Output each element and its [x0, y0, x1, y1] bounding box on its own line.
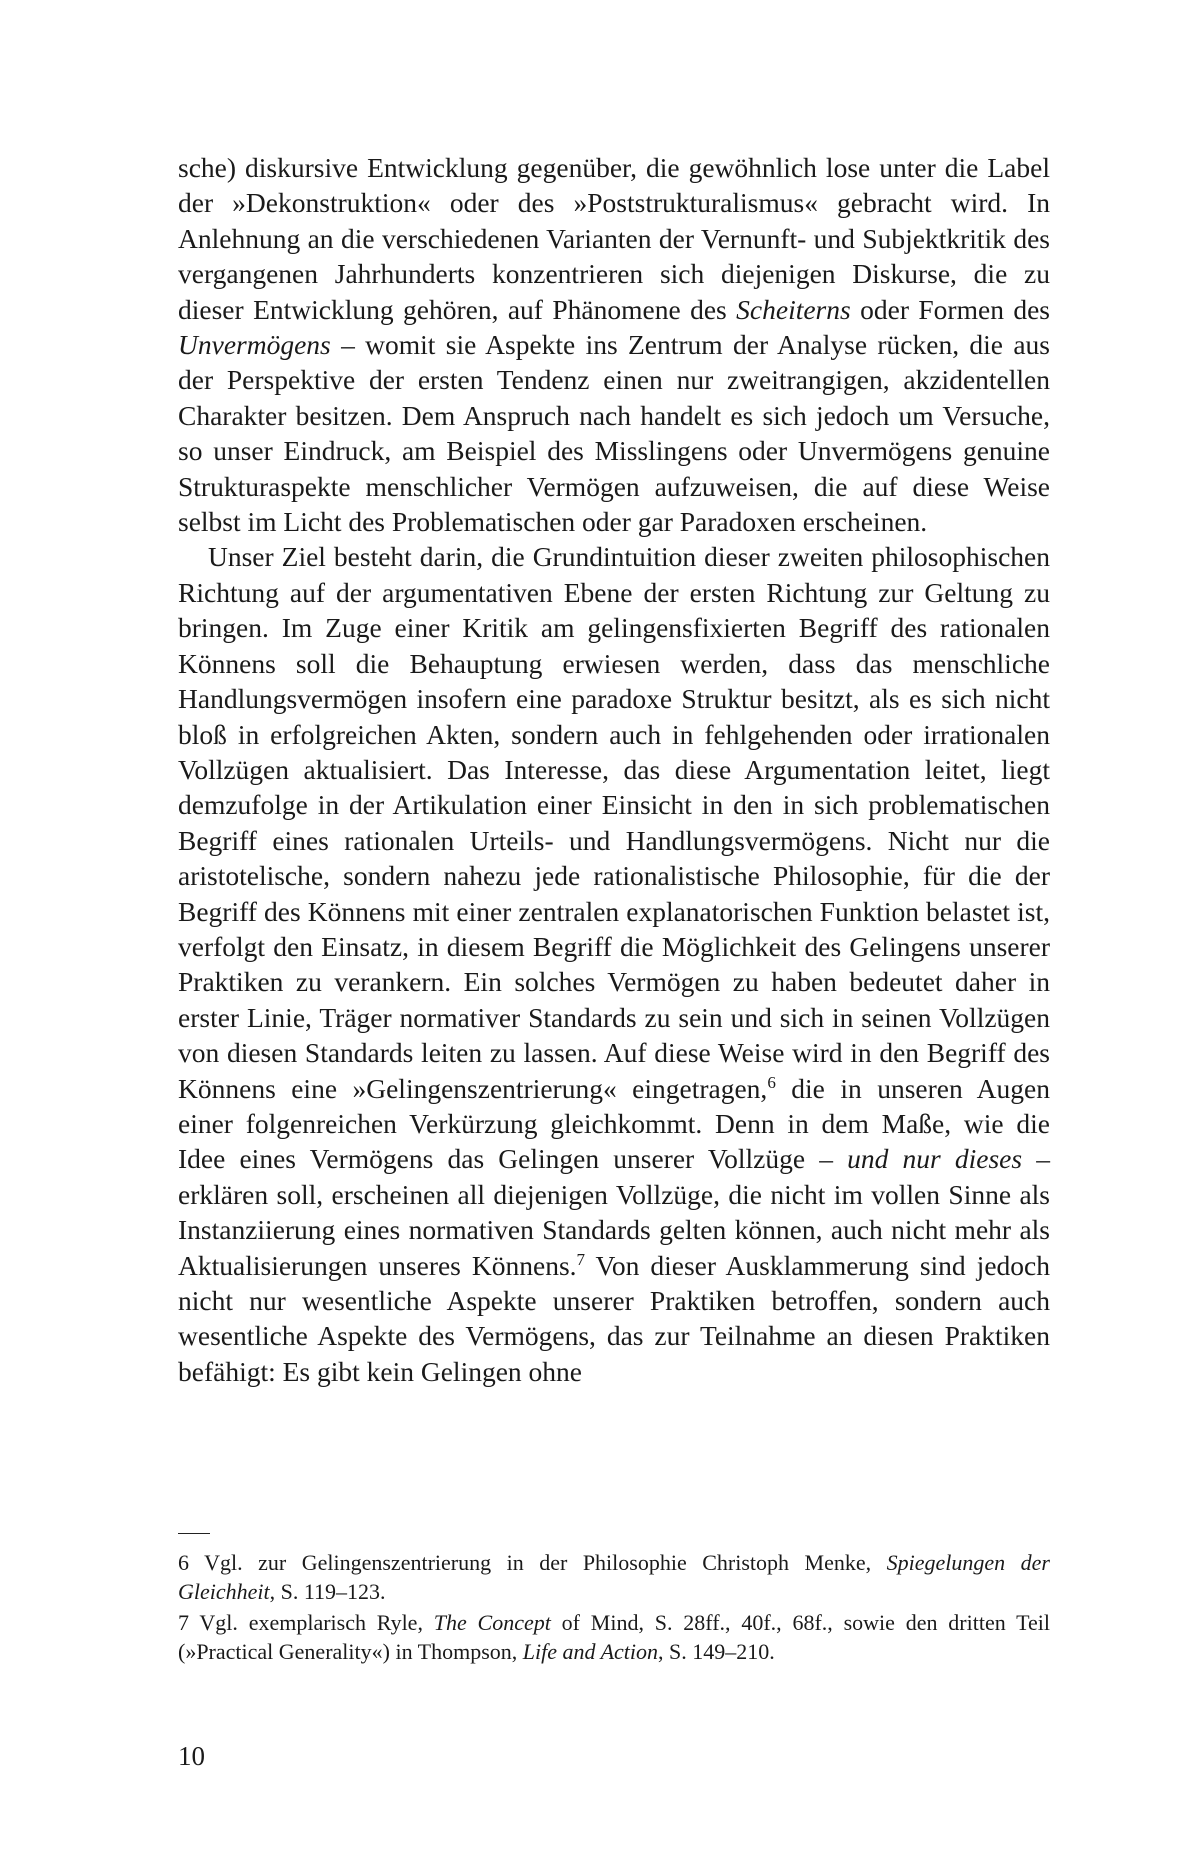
main-text	[178, 150, 1050, 1389]
italic-text: Scheiterns	[736, 293, 851, 325]
italic-text: Life and Action	[522, 1639, 659, 1664]
paragraph-2	[178, 539, 1050, 1389]
text-run: sche) diskursive Entwicklung gegenüber, die gewöhnlich lose unter die Label der »Dekonstruktion« oder des »Poststrukturalismus« gebracht wird. In Anlehnung an die verschiedenen Varianten der Vernunft- und Subjektkritik des vergangenen Jahrhunderts konzentrieren sich diejenigen Diskurse, die zu dieser Entwicklung gehören, auf Phänomene des	[178, 152, 1050, 325]
text-run: – erklären soll, erscheinen all diejenigen Vollzüge, die nicht im vollen Sinne als Instanziierung eines normativen Standards gelten können, auch nicht mehr als Aktualisierungen unseres Könnens.	[178, 1143, 1051, 1281]
text-run: die in unseren Augen einer folgenreichen Verkürzung gleichkommt. Denn in dem Maße, wie die Idee eines Vermögens das Gelingen unserer Vollzüge –	[178, 1072, 1050, 1175]
text-run: 6 Vgl. zur Gelingenszentrierung in der Philosophie Christoph Menke,	[178, 1550, 887, 1575]
footnote-marker: 6	[767, 1072, 776, 1092]
footnote-7	[178, 1608, 1050, 1666]
italic-text: The Concept	[433, 1610, 551, 1635]
text-run: 7 Vgl. exemplarisch Ryle,	[178, 1610, 434, 1635]
text-run: Unser Ziel besteht darin, die Grundintuition dieser zweiten philosophischen Richtung auf der argumentativen Ebene der ersten Richtung zur Geltung zu bringen. Im Zuge einer Kritik am gelingensfixierten Begriff des rationalen Könnens soll die Behauptung erwiesen werden, dass das menschliche Handlungsvermögen insofern eine paradoxe Struktur besitzt, als es sich nicht bloß in erfolgreichen Akten, sondern auch in fehlgehenden oder irrationalen Vollzügen aktualisiert. Das Interesse, das diese Argumentation leitet, liegt demzufolge in der Artikulation einer Einsicht in den in sich problematischen Begriff eines rationalen Urteils- und Handlungsvermögens. Nicht nur die aristotelische, sondern nahezu jede rationalistische Philosophie, für die der Begriff des Könnens mit einer zentralen explanatorischen Funktion belastet ist, verfolgt den Einsatz, in diesem Begriff die Möglichkeit des Gelingens unserer Praktiken zu verankern. Ein solches Vermögen zu haben bedeutet daher in erster Linie, Träger normativer Standards zu sein und sich in seinen Vollzügen von diesen Standards leiten zu lassen. Auf diese Weise wird in den Begriff des Könnens eine »Gelingenszentrierung« eingetragen,	[178, 541, 1050, 1104]
text-run: oder Formen des	[850, 293, 1051, 325]
italic-text: Spiegelungen der Gleichheit	[178, 1550, 1050, 1604]
text-run: of Mind, S. 28ff., 40f., 68f., sowie den dritten Teil (»Practical Generality«) in Thompson,	[178, 1610, 1050, 1664]
footnote-separator	[178, 1533, 210, 1534]
text-run: , S. 149–210.	[658, 1639, 775, 1664]
page-number: 10	[178, 1741, 205, 1771]
italic-text: und nur dieses	[847, 1143, 1023, 1175]
footnote-6	[178, 1548, 1050, 1606]
footnotes	[178, 1548, 1050, 1668]
text-run: Von dieser Ausklammerung sind jedoch nicht nur wesentliche Aspekte unserer Praktiken betroffen, sondern auch wesentliche Aspekte des Vermögens, das zur Teilnahme an diesen Praktiken befähigt: Es gibt kein Gelingen ohne	[178, 1249, 1050, 1387]
italic-text: Unvermögens	[178, 329, 331, 361]
footnote-marker: 7	[576, 1249, 586, 1269]
text-run: – womit sie Aspekte ins Zentrum der Analyse rücken, die aus der Perspektive der ersten Tendenz einen nur zweitrangigen, akzidentellen Charakter besitzen. Dem Anspruch nach handelt es sich jedoch um Versuche, so unser Eindruck, am Beispiel des Misslingens oder Unvermögens genuine Strukturaspekte menschlicher Vermögen aufzuweisen, die auf diese Weise selbst im Licht des Problematischen oder gar Paradoxen erscheinen.	[178, 329, 1050, 538]
paragraph-1	[178, 150, 1050, 539]
text-run: , S. 119–123.	[269, 1579, 386, 1604]
